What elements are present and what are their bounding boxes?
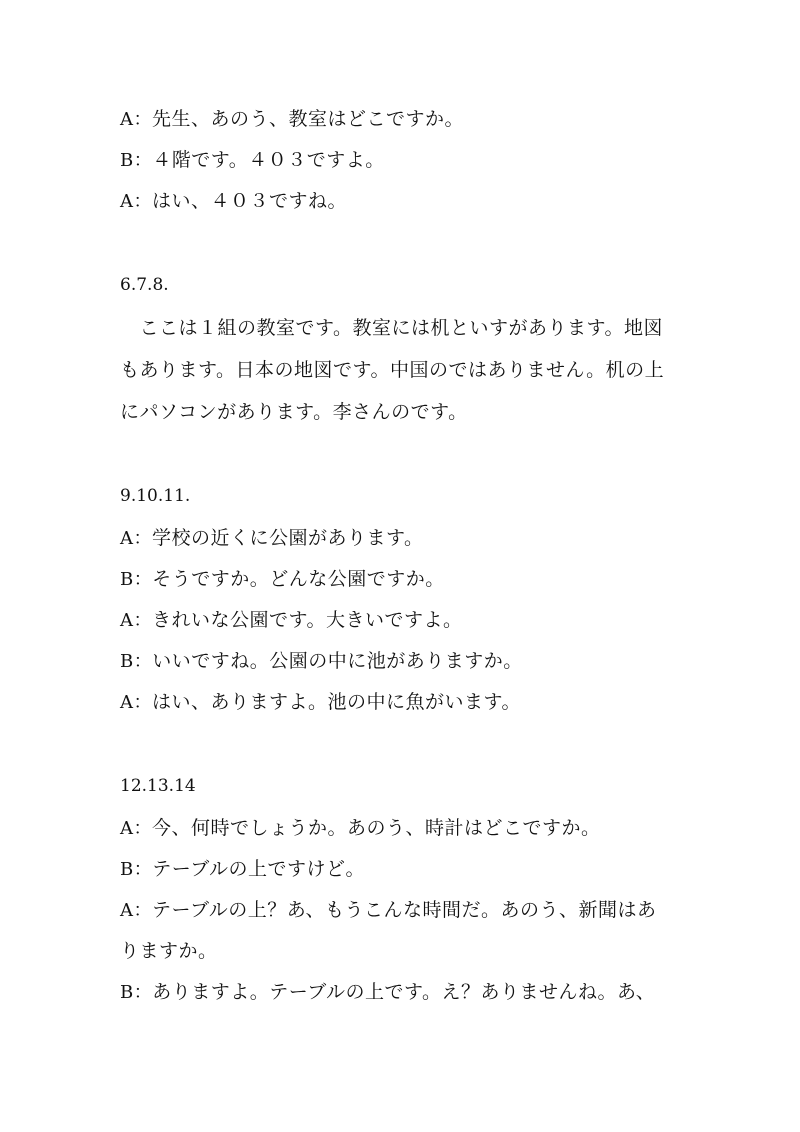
dialogue-line	[120, 189, 347, 214]
dialogue-line	[120, 649, 523, 674]
paragraph-line: ここは１組の教室です。教室には机といすがあります。地図	[120, 317, 663, 339]
dialogue-line	[120, 567, 445, 592]
dialogue-text: ありますよ。テーブルの上です。え？ありませんね。あ、	[152, 981, 656, 1003]
dialogue-line	[120, 148, 385, 173]
dialogue-line	[120, 107, 464, 132]
dialogue-text: テーブルの上ですけど。	[152, 858, 366, 880]
dialogue-line	[120, 980, 655, 1005]
speaker-label: B：	[120, 569, 153, 590]
section-heading: 12.13.14	[120, 776, 196, 796]
speaker-label: A：	[120, 528, 152, 549]
dialogue-text: そうですか。どんな公園ですか。	[152, 568, 445, 590]
dialogue-line	[120, 857, 365, 882]
dialogue-line	[120, 939, 218, 964]
speaker-label: A：	[120, 900, 152, 921]
dialogue-text: ４階です。４０３ですよ。	[152, 149, 385, 171]
dialogue-line	[120, 898, 657, 923]
speaker-label: B：	[120, 859, 153, 880]
dialogue-line	[120, 526, 423, 551]
dialogue-text: りますか。	[120, 940, 218, 962]
paragraph-line: もあります。日本の地図です。中国のではありません。机の上	[120, 359, 665, 381]
speaker-label: B：	[120, 651, 153, 672]
dialogue-line	[120, 608, 462, 633]
dialogue-text: はい、ありますよ。池の中に魚がいます。	[152, 691, 521, 713]
dialogue-text: 学校の近くに公園があります。	[152, 527, 424, 549]
speaker-label: A：	[120, 610, 152, 631]
dialogue-line	[120, 690, 521, 715]
dialogue-text: 先生、あのう、教室はどこですか。	[152, 108, 465, 130]
section-heading: 9.10.11.	[120, 486, 191, 506]
dialogue-text: はい、４０３ですね。	[152, 190, 348, 212]
dialogue-text: 今、何時でしょうか。あのう、時計はどこですか。	[152, 817, 601, 839]
dialogue-text: テーブルの上？あ、もうこんな時間だ。あのう、新聞はあ	[152, 899, 657, 921]
speaker-label: B：	[120, 982, 153, 1003]
speaker-label: A：	[120, 109, 152, 130]
paragraph-line: にパソコンがあります。李さんのです。	[120, 401, 468, 423]
section-heading: 6.7.8.	[120, 275, 169, 295]
speaker-label: A：	[120, 818, 152, 839]
speaker-label: B：	[120, 150, 153, 171]
dialogue-line	[120, 816, 601, 841]
speaker-label: A：	[120, 692, 152, 713]
dialogue-text: いいですね。公園の中に池がありますか。	[152, 650, 523, 672]
speaker-label: A：	[120, 191, 152, 212]
dialogue-text: きれいな公園です。大きいですよ。	[152, 609, 463, 631]
